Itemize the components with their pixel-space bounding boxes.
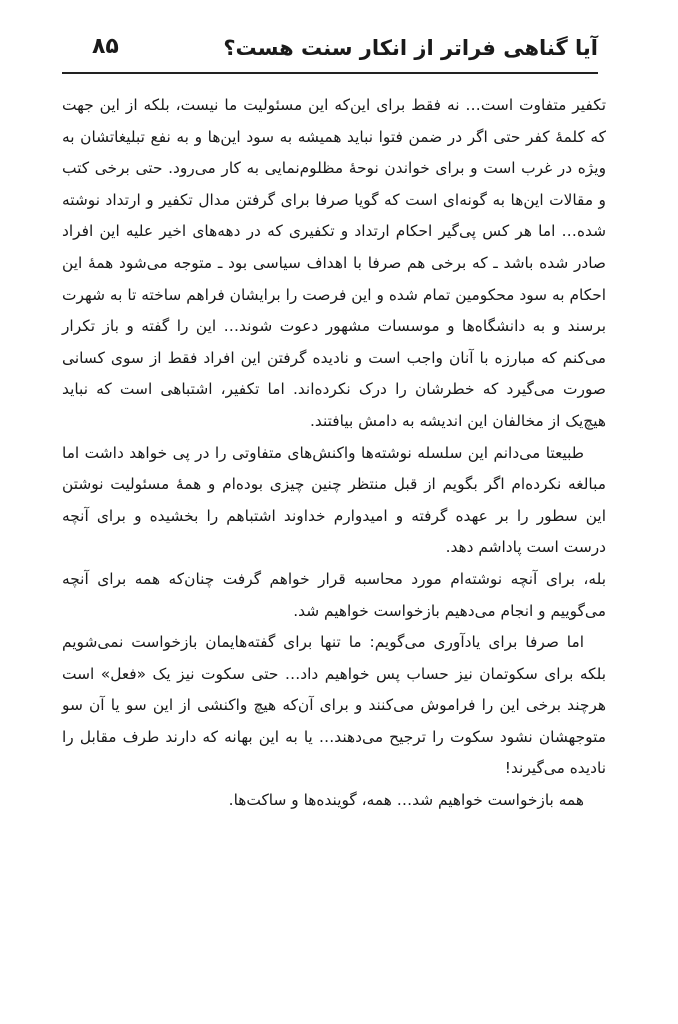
running-header bbox=[62, 28, 598, 74]
paragraph-1: تکفیر متفاوت است… نه فقط برای این‌که این مسئولیت ما نیست، بلکه از این جهت که کلمهٔ کفر حتی اگر در ضمن فتوا نباید همیشه به سود این‌ها و به نفع تبلیغاتشان به ویژه در غرب است و برای خواندن نوحهٔ مظلوم‌نمایی به کار می‌رود. حتی برخی کتب و مقالات این‌ها به گونه‌ای است که گویا صرفا برای گرفتن مدال تکفیر و ارتداد نوشته شده… اما هر کس پی‌گیر احکام ارتداد و تکفیری که در دهه‌های اخیر علیه این افراد صادر شده باشد ـ که برخی هم صرفا با اهداف سیاسی بود ـ متوجه می‌شود همهٔ این احکام به سود محکومین تمام شده و این فرصت را برایشان فراهم ساخته تا به شهرت برسند و به دانشگاه‌ها و موسسات مشهور دعوت شوند… این را گفته و باز تکرار می‌کنم که مبارزه با آنان واجب است و نادیده گرفتن این افراد فقط از سوی کسانی صورت می‌گیرد که خطرشان را درک نکرده‌اند. اما تکفیر، اشتباهی است که نباید هیچ‌یک از مخالفان این اندیشه به دامش بیافتند. bbox=[62, 96, 606, 430]
paragraph-4: اما صرفا برای یادآوری می‌گویم: ما تنها برای گفته‌هایمان بازخواست نمی‌شویم بلکه برای سکوتمان نیز حساب پس خواهیم داد… حتی سکوت نیز یک «فعل» است هرچند برخی این را فراموش می‌کنند و برای آن‌که هیچ واکنشی از این سو یا آن سو متوجهشان نشود سکوت را ترجیح می‌دهند… یا به این بهانه که دارند طرف مقابل را نادیده می‌گیرند! bbox=[62, 633, 606, 778]
paragraph-5: همه بازخواست خواهیم شد… همه، گوینده‌ها و ساکت‌ها. bbox=[228, 791, 584, 810]
chapter-title: آیا گناهی فراتر از انکار سنت هست؟ bbox=[223, 36, 598, 60]
paragraph-3: بله، برای آنچه نوشته‌ام مورد محاسبه قرار خواهم گرفت چنان‌که همه برای آنچه می‌گوییم و انجام می‌دهیم بازخواست خواهیم شد. bbox=[62, 569, 606, 620]
paragraph-2: طبیعتا می‌دانم این سلسله نوشته‌ها واکنش‌های متفاوتی را در پی خواهد داشت اما مبالغه نکرده‌ام اگر بگویم از قبل منتظر چنین چیزی بوده‌ام و همهٔ مسئولیت نوشتن این سطور را بر عهده گرفته و امیدوارم خداوند اشتباهم را بخشیده و برای آنچه درست است پاداشم دهد. bbox=[62, 443, 606, 557]
body-text bbox=[62, 90, 606, 817]
page-number: ۸۵ bbox=[92, 34, 119, 59]
